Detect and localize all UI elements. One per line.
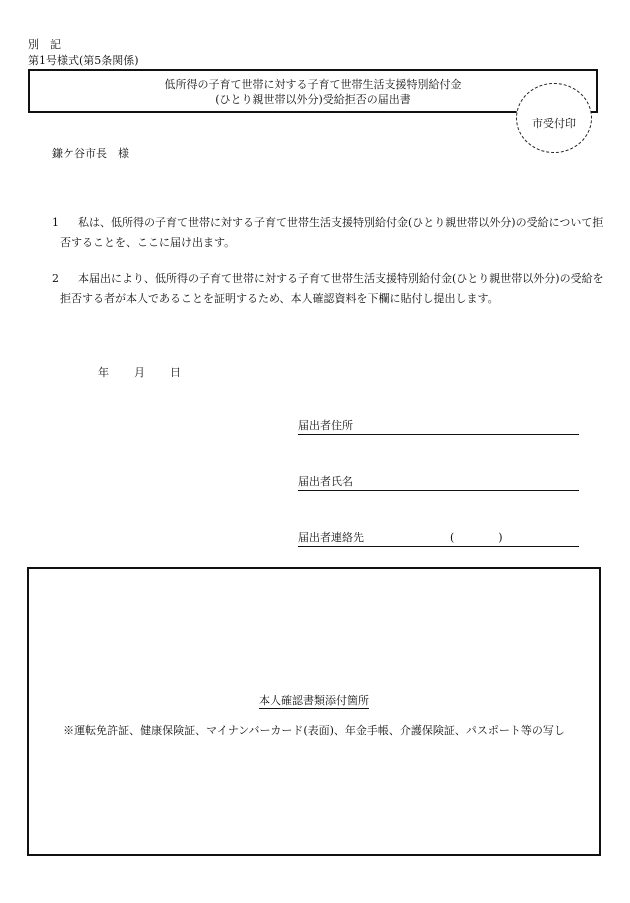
statement-item-2 [52,269,607,309]
statement-item-1-text: 私は、低所得の子育て世帯に対する子育て世帯生活支援特別給付金(ひとり親世帯以外分)の受給について拒否することを、ここに届け出ます。 [60,216,604,249]
date-month-label: 月 [134,366,145,379]
attachment-area-note: ※運転免許証、健康保険証、マイナンバーカード(表面)、年金手帳、介護保険証、パスポート等の写し [63,724,565,737]
contact-phone-parentheses: ( ) [450,531,503,544]
document-title-box [28,69,598,113]
reception-stamp-area [516,83,592,153]
address-field-label: 届出者住所 [298,419,353,432]
annex-label: 別 記 [28,38,61,51]
contact-field[interactable] [298,530,579,547]
document-title-line-2: (ひとり親世帯以外分)受給拒否の届出書 [215,93,411,106]
reception-stamp-label: 市受付印 [532,117,576,130]
address-field[interactable] [298,418,579,435]
statement-item-2-text: 本届出により、低所得の子育て世帯に対する子育て世帯生活支援特別給付金(ひとり親世帯以外分)の受給を拒否する者が本人であることを証明するため、本人確認資料を下欄に貼付し提出します。 [60,272,604,305]
attachment-area-title: 本人確認書類添付箇所 [259,694,369,707]
date-day-label: 日 [170,366,181,379]
form-number: 第1号様式(第5条関係) [28,54,139,67]
statement-item-2-number: 2 [52,272,59,285]
id-document-attachment-area [27,567,601,856]
contact-field-label: 届出者連絡先 [298,531,364,544]
document-title-line-1: 低所得の子育て世帯に対する子育て世帯生活支援特別給付金 [164,78,462,91]
name-field-label: 届出者氏名 [298,475,353,488]
addressee: 鎌ケ谷市長 様 [52,147,129,160]
name-field[interactable] [298,474,579,491]
statement-item-1-number: 1 [52,216,59,229]
date-year-label: 年 [98,366,109,379]
statement-item-1 [52,213,607,253]
